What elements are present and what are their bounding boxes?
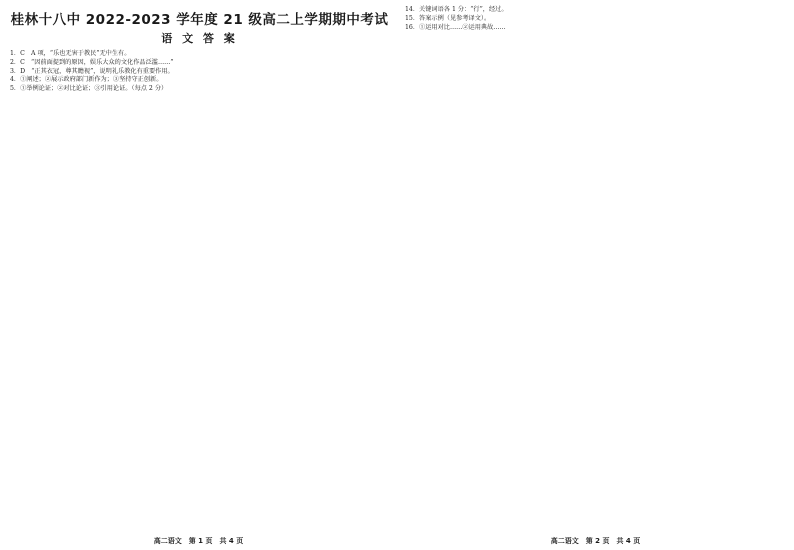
left-answer-list (10, 50, 389, 93)
left-answer: 4．①阐述；②展示政府部门新作为；③坚持守正创新。 (10, 76, 163, 84)
right-answer: 14．关键词语各 1 分：“行”，经过。 (405, 6, 508, 13)
left-answer: 5．①举例论证；②对比论证；③引用论证。（每点 2 分） (10, 85, 168, 93)
page-footer-right: 高二语文 第 2 页 共 4 页 (550, 537, 641, 545)
right-answer-list (405, 6, 784, 31)
right-answer: 16．①运用对比……②运用典故…… (405, 23, 506, 31)
document-title: 桂林十八中 2022-2023 学年度 21 级高二上学期期中考试 (10, 12, 389, 28)
right-answer: 15．答案示例（见参考译文）。 (405, 14, 491, 22)
document-subtitle: 语 文 答 案 (161, 32, 238, 45)
left-answer: 3．D “正其衣冠，尊其瞻视”，说明礼乐教化有重要作用。 (10, 67, 174, 75)
page-footer-left: 高二语文 第 1 页 共 4 页 (153, 537, 244, 545)
left-answer: 2．C “因前面提到的原因，娱乐大众的文化作品泛滥……” (10, 58, 174, 66)
left-answer: 1．C A 项，“乐也无害于教民”无中生有。 (10, 50, 131, 57)
page-right (397, 0, 794, 550)
